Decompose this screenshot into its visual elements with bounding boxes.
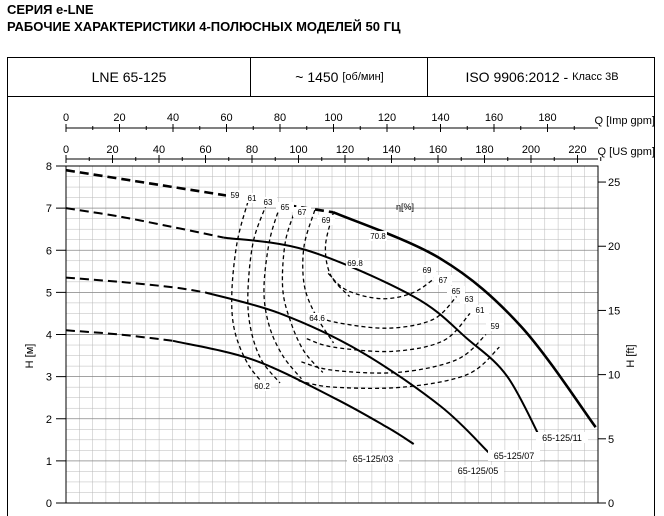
h-ft-tick-label: 20 [608,241,621,254]
curve-label: 65-125/07 [493,451,535,461]
us-tick-label: 140 [382,144,401,156]
speed-value: ~ 1450 [295,69,339,85]
h-m-tick-label: 1 [45,455,52,468]
imp-tick-label: 0 [62,112,70,124]
us-tick-label: 0 [62,144,70,156]
h-m-tick-label: 3 [45,371,52,384]
page-subtitle: РАБОЧИЕ ХАРАКТЕРИСТИКИ 4-ПОЛЮСНЫХ МОДЕЛЕЙ 50 ГЦ [7,19,401,34]
h-m-tick-label: 2 [45,413,52,426]
curve-65-125/03 [173,341,414,444]
us-tick-label: 200 [521,144,541,156]
h-m-tick-label: 5 [45,287,52,300]
efficiency-label: 59 [490,322,500,331]
imp-tick-label: 80 [273,112,287,124]
us-axis-label: Q [US gpm] [597,146,655,158]
curve-65-125/05 [205,292,489,452]
efficiency-label: 63 [263,198,273,207]
model-name: LNE 65-125 [91,69,167,85]
efficiency-contour-61 [248,204,280,383]
us-tick-label: 60 [199,144,212,156]
curve-label: 65-125/05 [457,466,499,476]
efficiency-label: 59 [230,191,240,200]
efficiency-axis-label: η[%] [395,202,415,212]
us-tick-label: 80 [245,144,259,156]
us-tick-label: 100 [289,144,308,156]
efficiency-label: 70.8 [370,232,386,241]
h-m-tick-label: 7 [45,203,52,216]
curve-dashed-65-125/07 [66,208,224,237]
h-m-tick-label: 8 [45,161,52,173]
efficiency-label: 65 [280,203,290,212]
standard-label: ISO 9906:2012 - [465,69,569,85]
efficiency-label: 61 [247,194,257,203]
efficiency-label: 61 [475,306,485,315]
imp-tick-label: 180 [538,112,557,124]
efficiency-arc [299,347,500,388]
h-m-tick-label: 0 [45,498,52,510]
h-m-tick-label: 4 [45,329,52,342]
h-ft-tick-label: 0 [608,498,615,510]
us-tick-label: 220 [568,144,587,156]
efficiency-label: 69.8 [347,259,363,268]
h-m-tick-label: 6 [45,245,52,258]
series-title: СЕРИЯ e-LNE [7,2,94,17]
efficiency-label: 63 [464,295,474,304]
h-m-axis-label: H [м] [24,343,36,369]
efficiency-label: 60.2 [254,382,270,391]
curve-label: 65-125/03 [352,454,394,464]
curve-dashed-65-125/05 [66,278,205,293]
curve-dashed-65-125/03 [66,330,173,341]
h-ft-tick-label: 15 [608,305,621,318]
class-label: Класс 3В [572,71,619,83]
imp-tick-label: 40 [166,112,180,124]
h-ft-tick-label: 25 [608,177,621,190]
us-tick-label: 160 [428,144,448,156]
efficiency-arc [328,273,438,298]
imp-axis-label: Q [Imp gpm] [594,115,655,127]
efficiency-label: 69 [321,216,331,225]
efficiency-arc [315,297,457,329]
us-tick-label: 40 [152,144,166,156]
imp-tick-label: 160 [484,112,504,124]
efficiency-contour-65 [282,208,322,372]
h-ft-tick-label: 5 [608,433,615,446]
efficiency-label: 67 [297,208,307,217]
h-ft-axis-label: H [ft] [625,344,637,368]
imp-tick-label: 100 [324,112,343,124]
speed-unit: [об/мин] [342,71,384,83]
efficiency-label: 69 [422,266,432,275]
imp-tick-label: 120 [377,112,397,124]
imp-tick-label: 60 [220,112,233,124]
efficiency-label: 65 [451,287,461,296]
efficiency-label: 67 [438,276,448,285]
us-tick-label: 180 [475,144,494,156]
efficiency-label: 64.6 [309,314,325,323]
imp-tick-label: 140 [431,112,450,124]
efficiency-contour-67 [303,210,334,343]
us-tick-label: 120 [335,144,355,156]
curve-65-125/07 [224,238,542,442]
imp-tick-label: 20 [113,112,126,124]
us-tick-label: 20 [106,144,119,156]
efficiency-arc [301,335,486,374]
h-ft-tick-label: 10 [608,369,621,382]
curve-label: 65-125/11 [542,433,582,443]
